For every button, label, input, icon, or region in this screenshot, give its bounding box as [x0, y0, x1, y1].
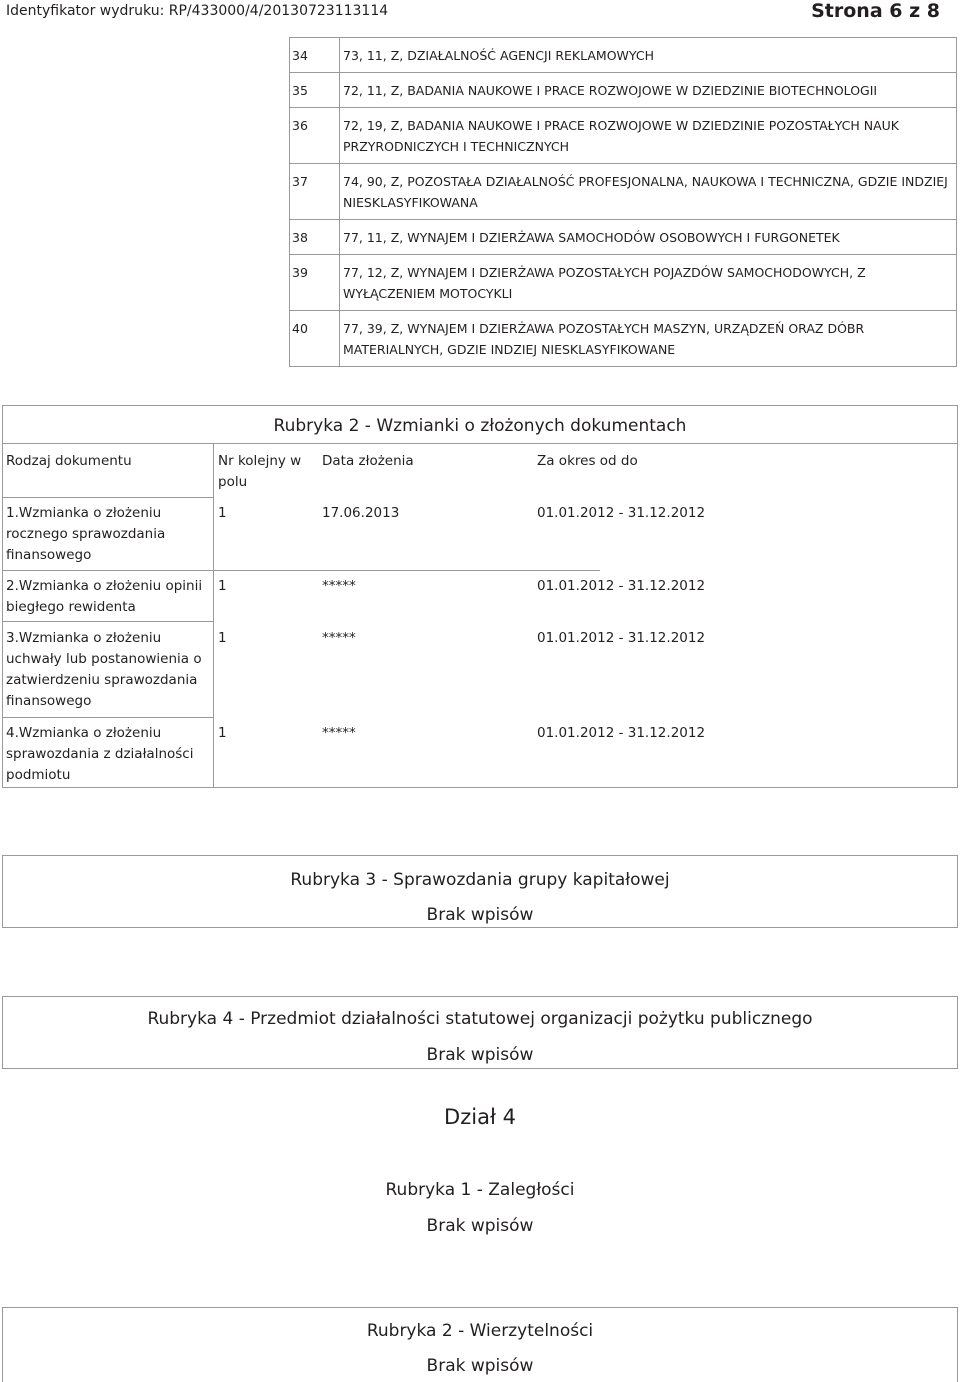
header-nr: Nr kolejny w polu: [218, 453, 302, 490]
doc-nr: 1: [218, 578, 227, 594]
doc-date: 17.06.2013: [322, 505, 400, 521]
table-row: [290, 255, 957, 311]
row-text: 73, 11, Z, DZIAŁALNOŚĆ AGENCJI REKLAMOWYCH: [340, 38, 957, 73]
divider: [3, 717, 213, 718]
row-text: 77, 11, Z, WYNAJEM I DZIERŻAWA SAMOCHODÓW OSOBOWYCH I FURGONETEK: [340, 220, 957, 255]
table-row: [290, 311, 957, 367]
doc-date: *****: [322, 725, 356, 741]
row-text: 72, 19, Z, BADANIA NAUKOWE I PRACE ROZWOJOWE W DZIEDZINIE POZOSTAŁYCH NAUK PRZYRODNICZYCH I TECHNICZNYCH: [340, 108, 957, 164]
row-number: 36: [290, 108, 340, 164]
doc-period: 01.01.2012 - 31.12.2012: [537, 630, 706, 646]
doc-type: 1.Wzmianka o złożeniu rocznego sprawozdania finansowego: [6, 505, 166, 563]
d4-rubryka-1-empty: Brak wpisów: [426, 1216, 534, 1236]
divider: [3, 443, 957, 444]
doc-nr: 1: [218, 630, 227, 646]
d4-rubryka-2-empty: Brak wpisów: [426, 1356, 534, 1376]
d4-rubryka-2-title: Rubryka 2 - Wierzytelności: [366, 1321, 594, 1341]
header-period: Za okres od do: [537, 453, 638, 469]
row-number: 37: [290, 164, 340, 220]
rubryka-2-title: Rubryka 2 - Wzmianki o złożonych dokumentach: [273, 416, 687, 436]
page-number: Strona 6 z 8: [811, 0, 940, 22]
table-row: [290, 220, 957, 255]
doc-type: 2.Wzmianka o złożeniu opinii biegłego rewidenta: [6, 578, 203, 615]
divider: [213, 443, 214, 787]
rubryka-4-box: [2, 996, 958, 1069]
divider: [3, 621, 213, 622]
row-number: 38: [290, 220, 340, 255]
print-identifier: Identyfikator wydruku: RP/433000/4/20130723113114: [6, 3, 389, 19]
rubryka-3-title: Rubryka 3 - Sprawozdania grupy kapitałowej: [290, 870, 670, 890]
doc-nr: 1: [218, 505, 227, 521]
row-text: 72, 11, Z, BADANIA NAUKOWE I PRACE ROZWOJOWE W DZIEDZINIE BIOTECHNOLOGII: [340, 73, 957, 108]
doc-period: 01.01.2012 - 31.12.2012: [537, 505, 706, 521]
table-row: [290, 73, 957, 108]
section-title: Dział 4: [444, 1105, 516, 1129]
table-row: [290, 164, 957, 220]
pkd-table: [289, 37, 957, 367]
rubryka-4-title: Rubryka 4 - Przedmiot działalności statutowej organizacji pożytku publicznego: [147, 1009, 813, 1029]
doc-type: 4.Wzmianka o złożeniu sprawozdania z działalności podmiotu: [6, 725, 194, 783]
row-text: 77, 39, Z, WYNAJEM I DZIERŻAWA POZOSTAŁYCH MASZYN, URZĄDZEŃ ORAZ DÓBR MATERIALNYCH, GDZIE INDZIEJ NIESKLASYFIKOWANE: [340, 311, 957, 367]
doc-period: 01.01.2012 - 31.12.2012: [537, 725, 706, 741]
row-text: 74, 90, Z, POZOSTAŁA DZIAŁALNOŚĆ PROFESJONALNA, NAUKOWA I TECHNICZNA, GDZIE INDZIEJ NIESKLASYFIKOWANA: [340, 164, 957, 220]
row-number: 39: [290, 255, 340, 311]
table-row: [290, 38, 957, 73]
doc-date: *****: [322, 578, 356, 594]
table-row: [290, 108, 957, 164]
doc-type: 3.Wzmianka o złożeniu uchwały lub postanowienia o zatwierdzeniu sprawozdania finansowego: [6, 630, 202, 709]
row-number: 35: [290, 73, 340, 108]
doc-nr: 1: [218, 725, 227, 741]
doc-period: 01.01.2012 - 31.12.2012: [537, 578, 706, 594]
row-text: 77, 12, Z, WYNAJEM I DZIERŻAWA POZOSTAŁYCH POJAZDÓW SAMOCHODOWYCH, Z WYŁĄCZENIEM MOTOCYKLI: [340, 255, 957, 311]
rubryka-3-box: [2, 855, 958, 928]
rubryka-2-documents: [2, 405, 958, 788]
row-number: 34: [290, 38, 340, 73]
divider: [3, 497, 213, 498]
rubryka-3-empty: Brak wpisów: [426, 905, 534, 925]
rubryka-4-empty: Brak wpisów: [426, 1045, 534, 1065]
row-number: 40: [290, 311, 340, 367]
header-type: Rodzaj dokumentu: [6, 453, 132, 469]
divider: [3, 570, 213, 571]
page-header: [0, 0, 960, 24]
d4-rubryka-1-title: Rubryka 1 - Zaległości: [385, 1180, 575, 1200]
d4-rubryka-2-box: [2, 1307, 958, 1382]
doc-date: *****: [322, 630, 356, 646]
divider: [213, 570, 600, 571]
header-date: Data złożenia: [322, 453, 414, 469]
